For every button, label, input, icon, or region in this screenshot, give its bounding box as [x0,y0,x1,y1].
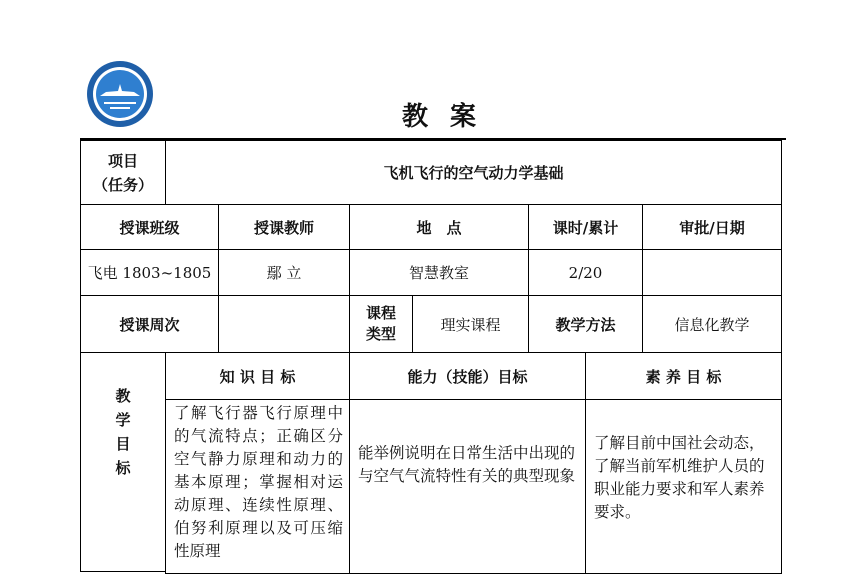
week-label: 授课周次 [80,295,219,353]
header-teacher: 授课教师 [218,204,350,250]
project-label: 项目 （任务） [80,140,166,205]
week-value [218,295,350,353]
objective-header-ability: 能力（技能）目标 [349,352,586,400]
header-class: 授课班级 [80,204,219,250]
ability-objective: 能举例说明在日常生活中出现的与空气气流特性有关的典型现象 [349,399,586,574]
value-teacher: 鄢 立 [218,249,350,296]
objectives-label: 教 学 目 标 [80,352,166,572]
course-type-value: 理实课程 [412,295,529,353]
project-value: 飞机飞行的空气动力学基础 [165,140,782,205]
knowledge-objective: 了解飞行器飞行原理中的气流特点；正确区分空气静力原理和动力的基本原理；掌握相对运动原理、连续性原理、伯努利原理以及可压缩性原理 [165,399,350,574]
header-hours: 课时/累计 [528,204,643,250]
document-title: 教案 [401,102,498,132]
value-approval [642,249,782,296]
header-approval: 审批/日期 [642,204,782,250]
method-label: 教学方法 [528,295,643,353]
method-value: 信息化教学 [642,295,782,353]
course-type-label: 课程 类型 [349,295,413,353]
header-location: 地 点 [349,204,529,250]
quality-objective: 了解目前中国社会动态，了解当前军机维护人员的职业能力要求和军人素养要求。 [585,399,782,574]
objective-header-quality: 素 养 目 标 [585,352,782,400]
objective-header-knowledge: 知 识 目 标 [165,352,350,400]
value-location: 智慧教室 [349,249,529,296]
value-class: 飞电 1803~1805 [80,249,219,296]
value-hours: 2/20 [528,249,643,296]
